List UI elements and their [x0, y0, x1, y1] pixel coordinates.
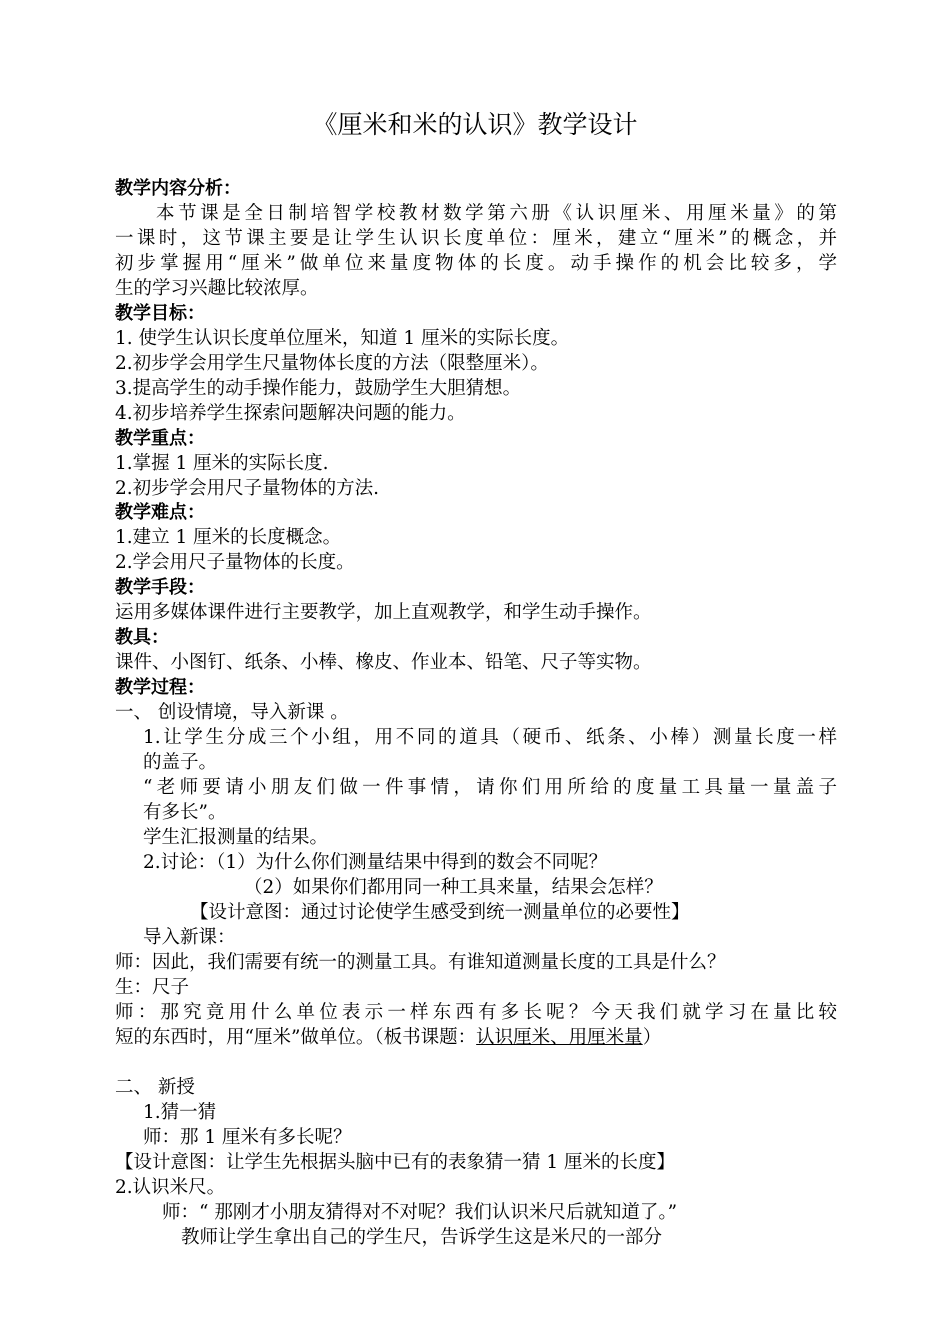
closing-paren: ） — [642, 1027, 662, 1048]
analysis-line: 本节课是全日制培智学校教材数学第六册《认识厘米、用厘米量》的第 — [156, 203, 837, 224]
teacher-line-text: 短的东西时，用“厘米”做单位。（板书课题： — [115, 1027, 477, 1048]
ruler-step: 2.认识米尺。 — [115, 1177, 226, 1198]
board-topic: 认识厘米、用厘米量 — [476, 1027, 643, 1048]
discussion-question-1: 2.讨论：（1）为什么你们测量结果中得到的数会不同呢？ — [143, 852, 608, 873]
difficulties-heading: 教学难点： — [115, 502, 205, 523]
teacher-line: 师：因此，我们需要有统一的测量工具。有谁知道测量长度的工具是什么？ — [115, 952, 726, 973]
guess-step: 1.猜一猜 — [143, 1102, 217, 1123]
means-heading: 教学手段： — [115, 577, 205, 598]
key-points-heading: 教学重点： — [115, 428, 205, 449]
section-1-item-1-cont: 的盖子。 — [143, 752, 218, 773]
teacher-quote: “老师要请小朋友们做一件事情，请你们用所给的度量工具量一量盖子 — [143, 777, 837, 798]
section-1-title: 一、 创设情境，导入新课 。 — [115, 702, 349, 723]
goals-heading: 教学目标： — [115, 303, 205, 324]
tools-heading: 教具： — [115, 627, 169, 648]
difficulty-item: 1.建立 1 厘米的长度概念。 — [115, 527, 342, 548]
key-point-item: 2.初步学会用尺子量物体的方法. — [115, 478, 380, 499]
design-intent: 【设计意图：通过讨论使学生感受到统一测量单位的必要性】 — [190, 902, 690, 923]
goal-item: 2.初步学会用学生尺量物体长度的方法（限整厘米）。 — [115, 353, 549, 374]
means-text: 运用多媒体课件进行主要教学，加上直观教学，和学生动手操作。 — [115, 602, 652, 623]
teacher-line: 师：“ 那刚才小朋友猜得对不对呢？我们认识米尺后就知道了。” — [162, 1202, 678, 1223]
section-1-item-1: 1.让学生分成三个小组，用不同的道具（硬币、纸条、小棒）测量长度一样 — [143, 727, 837, 748]
student-report: 学生汇报测量的结果。 — [143, 827, 329, 848]
student-line: 生：尺子 — [115, 977, 190, 998]
teacher-action: 教师让学生拿出自己的学生尺，告诉学生这是米尺的一部分 — [181, 1227, 663, 1248]
goal-item: 1. 使学生认识长度单位厘米，知道 1 厘米的实际长度。 — [115, 328, 570, 349]
intro-label: 导入新课： — [143, 927, 236, 948]
section-2-title: 二、 新授 — [115, 1077, 195, 1098]
key-point-item: 1.掌握 1 厘米的实际长度. — [115, 453, 329, 474]
analysis-line: 初步掌握用“厘米”做单位来量度物体的长度。动手操作的机会比较多，学 — [115, 253, 837, 274]
analysis-line: 一课时，这节课主要是让学生认识长度单位：厘米，建立“厘米”的概念，并 — [115, 228, 837, 249]
tools-text: 课件、小图钉、纸条、小棒、橡皮、作业本、铅笔、尺子等实物。 — [115, 652, 652, 673]
analysis-heading: 教学内容分析： — [115, 178, 241, 199]
teacher-line-cont — [115, 1025, 661, 1050]
discussion-question-2: （2）如果你们都用同一种工具来量，结果会怎样？ — [244, 877, 663, 898]
goal-item: 4.初步培养学生探索问题解决问题的能力。 — [115, 403, 466, 424]
analysis-line: 生的学习兴趣比较浓厚。 — [115, 278, 319, 299]
goal-item: 3.提高学生的动手操作能力，鼓励学生大胆猜想。 — [115, 378, 522, 399]
difficulty-item: 2.学会用尺子量物体的长度。 — [115, 552, 355, 573]
design-intent: 【设计意图：让学生先根据头脑中已有的表象猜一猜 1 厘米的长度】 — [115, 1152, 676, 1173]
document-title: 《厘米和米的认识》教学设计 — [312, 110, 638, 139]
teacher-line: 师：那究竟用什么单位表示一样东西有多长呢？今天我们就学习在量比较 — [115, 1002, 837, 1023]
teacher-line: 师：那 1 厘米有多长呢？ — [143, 1127, 352, 1148]
process-heading: 教学过程： — [115, 677, 205, 698]
teacher-quote-cont: 有多长”。 — [143, 802, 227, 823]
